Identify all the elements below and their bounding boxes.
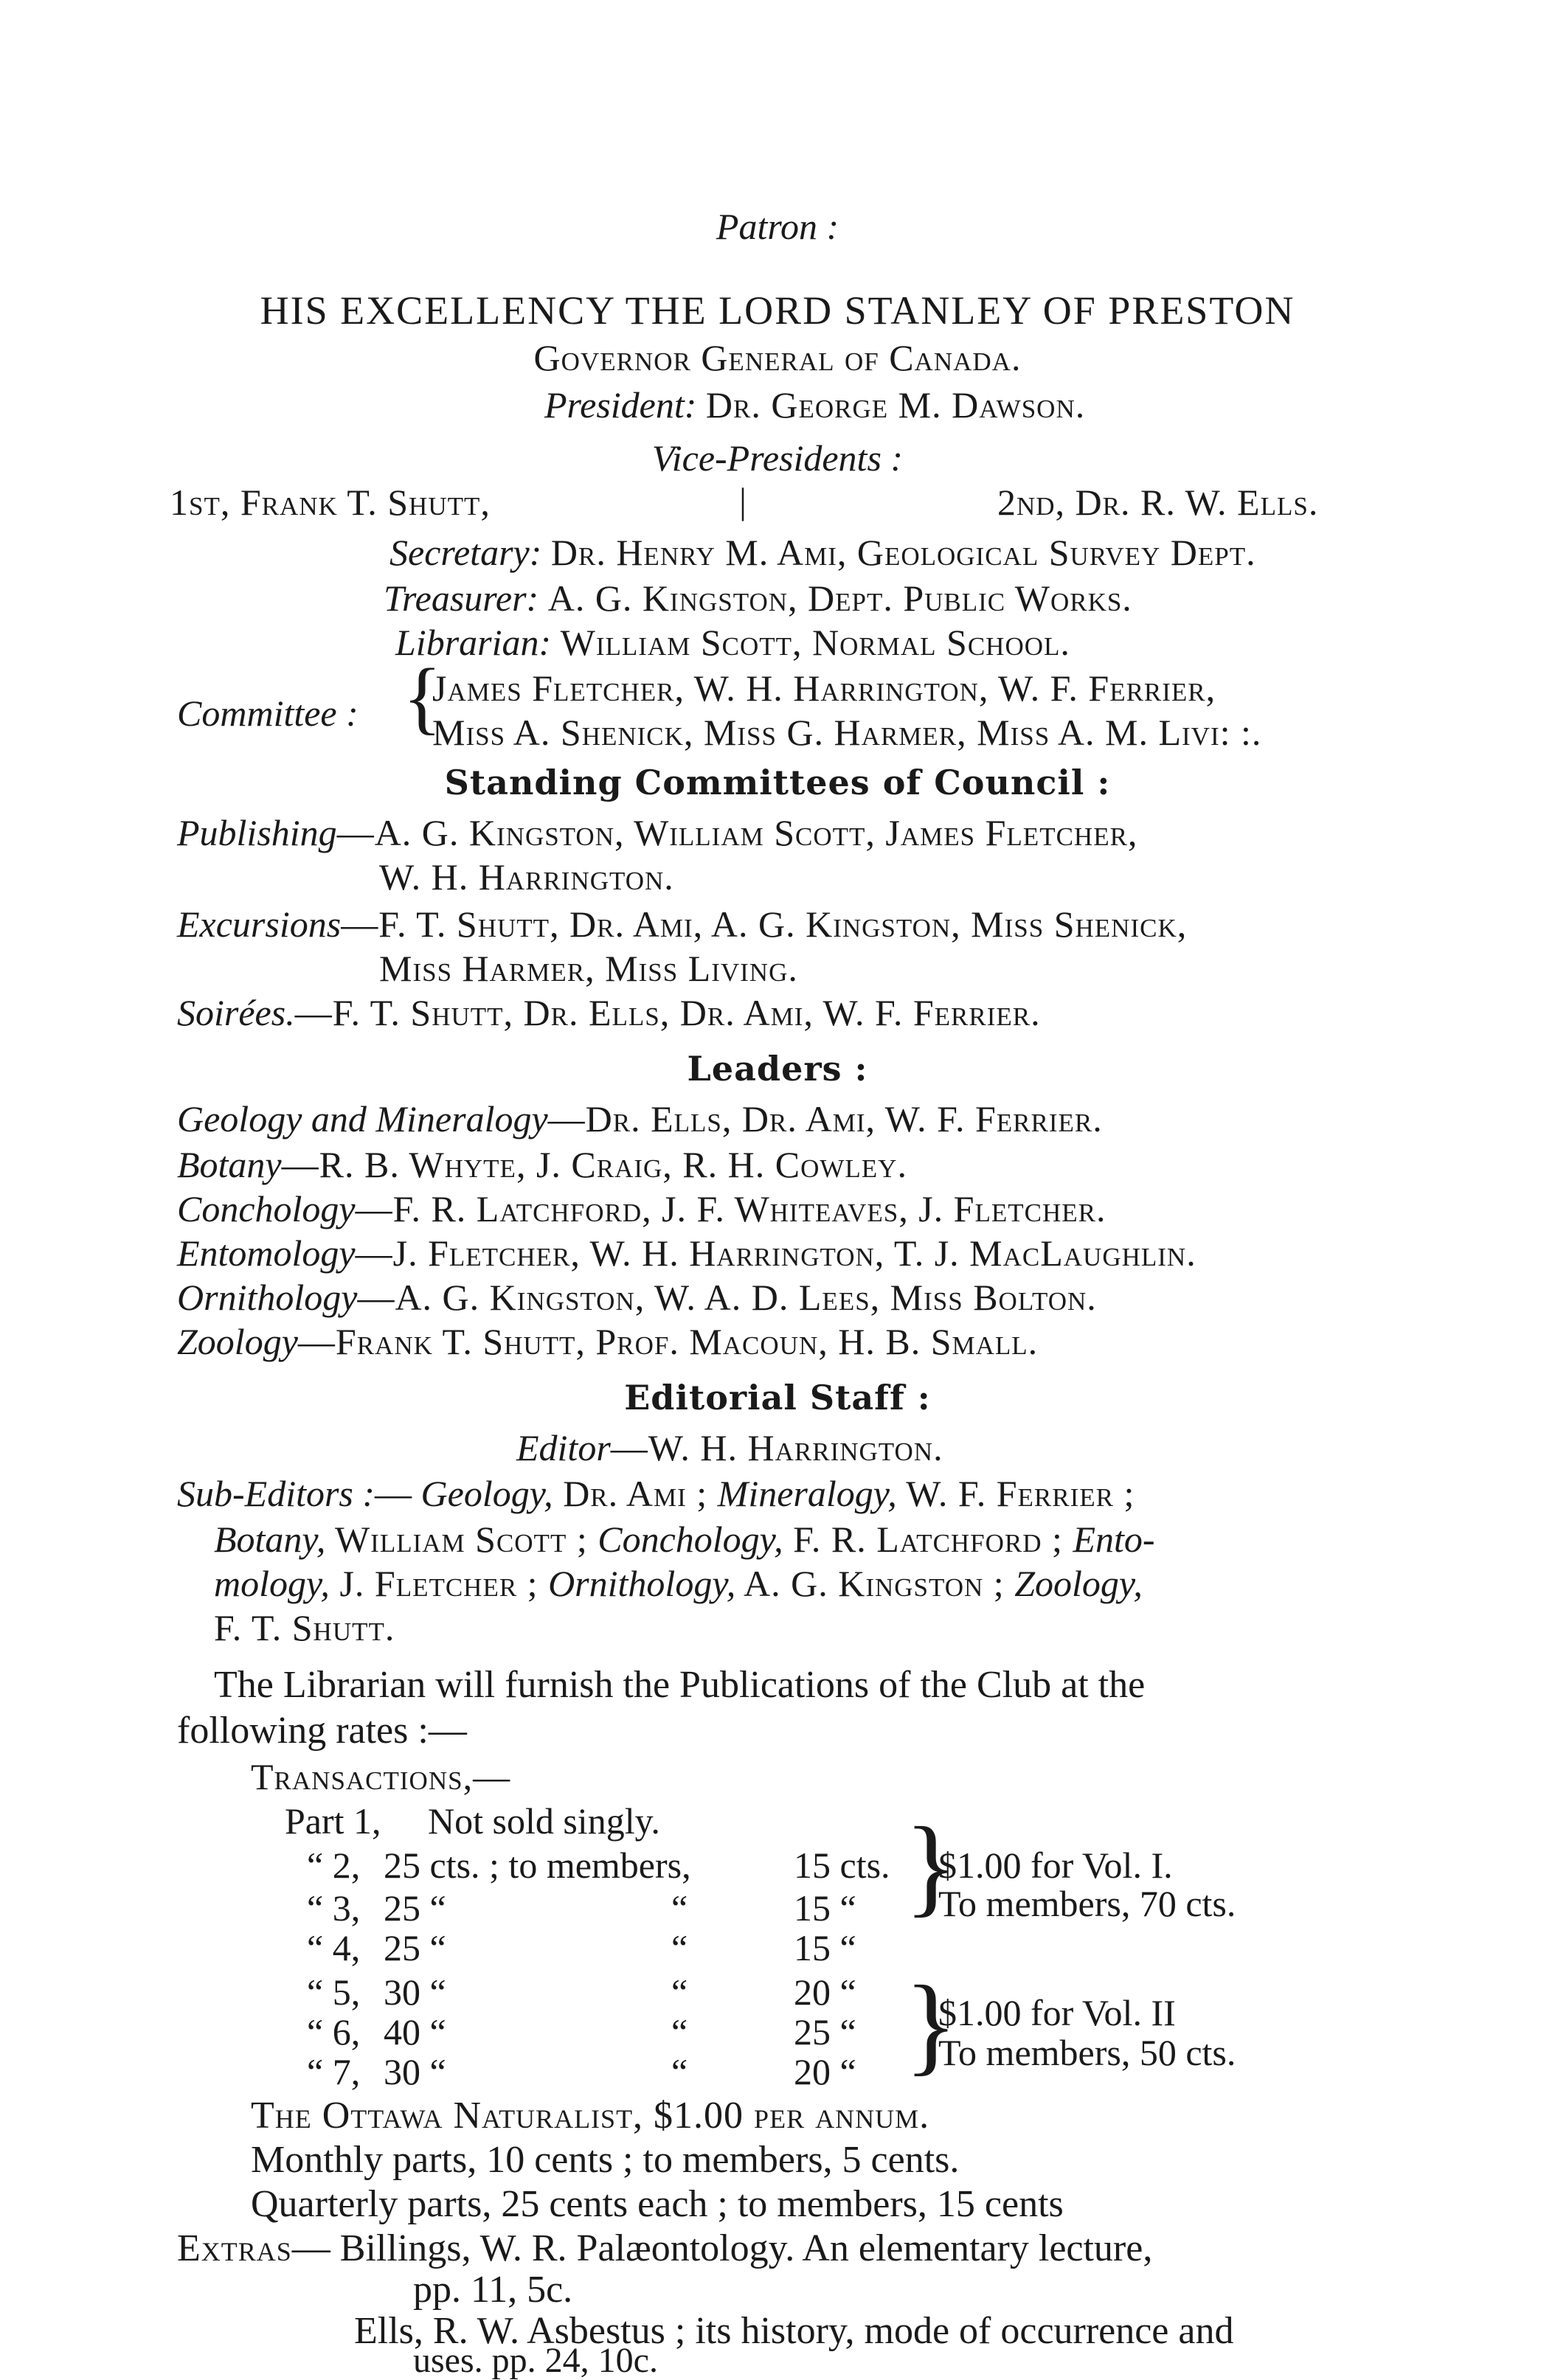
row-5-part: “ 5, (307, 1971, 361, 2013)
excursions-label: Excursions (177, 903, 342, 945)
excursions-line-1 (177, 903, 1187, 946)
leader-botany-label: Botany (177, 1144, 282, 1185)
row-1-price: Not sold singly. (428, 1800, 660, 1842)
leader-zoology-names: —Frank T. Shutt, Prof. Macoun, H. B. Small. (297, 1321, 1039, 1362)
librarian-name: William Scott, Normal School. (560, 622, 1070, 663)
publishing-members: —A. G. Kingston, William Scott, James Fletcher, (336, 812, 1138, 853)
patron-name: HIS EXCELLENCY THE LORD STANLEY OF PRESTON (260, 288, 1295, 333)
committee-label: Committee : (177, 693, 359, 734)
row-6-price: 40 “ (384, 2011, 446, 2053)
soirees-members: —F. T. Shutt, Dr. Ells, Dr. Ami, W. F. Ferrier. (294, 992, 1041, 1033)
soirees-line (177, 991, 1041, 1034)
president-name: Dr. George M. Dawson. (705, 384, 1086, 426)
row-7-member: “ (671, 2051, 688, 2092)
extras-billings: — Billings, W. R. Palæontology. An elementary lecture, (291, 2227, 1153, 2269)
vol1-brace: } (904, 1805, 957, 1927)
publishing-line-2: W. H. Harrington. (379, 856, 674, 898)
committee-line-1: James Fletcher, W. H. Harrington, W. F. Ferrier, (432, 667, 1216, 709)
sub-mineralogy-name: W. F. Ferrier ; (896, 1473, 1135, 1514)
sub-zoology-label: Zoology, (1014, 1563, 1143, 1604)
leaders-heading: Leaders : (687, 1049, 868, 1089)
secretary-name: Dr. Henry M. Ami, Geological Survey Dept. (550, 532, 1256, 573)
row-4-part: “ 4, (307, 1927, 361, 1968)
president-label: President: (544, 384, 697, 426)
ottawa-naturalist-line: The Ottawa Naturalist, $1.00 per annum. (251, 2095, 930, 2137)
row-1-part: Part 1, (285, 1800, 381, 1842)
quarterly-parts-line: Quarterly parts, 25 cents each ; to members, 15 cents (251, 2183, 1064, 2225)
vol2-member-price: To members, 50 cts. (938, 2032, 1236, 2073)
monthly-parts-line: Monthly parts, 10 cents ; to members, 5 cents. (251, 2139, 960, 2181)
leader-geology-names: —Dr. Ells, Dr. Ami, W. F. Ferrier. (547, 1098, 1103, 1139)
sub-ornithology-name: A. G. Kingston ; (735, 1563, 1015, 1604)
editor-line (516, 1426, 943, 1469)
row-6-member-price: 25 “ (794, 2011, 856, 2053)
row-2-price: 25 cts. ; to members, (384, 1845, 691, 1886)
publishing-label: Publishing (177, 812, 337, 853)
vice-presidents-label: Vice-Presidents : (651, 437, 904, 479)
editorial-heading: Editorial Staff : (624, 1378, 931, 1418)
row-7-part: “ 7, (307, 2051, 361, 2092)
extras-line-1 (177, 2227, 1152, 2270)
sub-editors-line-3 (214, 1562, 1143, 1605)
patron-label: Patron : (716, 206, 839, 247)
publications-intro-2: following rates :— (177, 1710, 467, 1752)
leader-ornithology-label: Ornithology (177, 1277, 358, 1318)
excursions-line-2: Miss Harmer, Miss Living. (379, 948, 798, 989)
publications-intro-1: The Librarian will furnish the Publications of the Club at the (214, 1664, 1146, 1706)
row-3-member-price: 15 “ (794, 1887, 856, 1929)
sub-botany-label: Botany, (214, 1519, 326, 1560)
leader-conchology-names: —F. R. Latchford, J. F. Whiteaves, J. Fletcher. (355, 1188, 1106, 1229)
sub-conchology-label: Conchology, (598, 1519, 783, 1560)
row-7-member-price: 20 “ (794, 2051, 856, 2092)
sub-geology-label: Geology, (420, 1473, 553, 1514)
soirees-label: Soirées. (177, 992, 295, 1033)
leader-entomology-label: Entomology (177, 1232, 356, 1274)
row-3-price: 25 “ (384, 1887, 446, 1929)
sub-botany-name: William Scott ; (325, 1519, 598, 1560)
ells-line-1: Ells, R. W. Asbestus ; its history, mode of occurrence and (354, 2310, 1234, 2352)
sub-conchology-name: F. R. Latchford ; (783, 1519, 1073, 1560)
leader-ornithology (177, 1276, 1097, 1319)
patron-title: Governor General of Canada. (533, 337, 1022, 378)
leader-geology-label: Geology and Mineralogy (177, 1098, 548, 1139)
secretary-line (389, 531, 1256, 574)
leader-conchology-label: Conchology (177, 1188, 356, 1229)
ells-line-2: uses. pp. 24, 10c. (413, 2341, 658, 2380)
leader-conchology (177, 1187, 1106, 1230)
sub-editors-line-1 (177, 1472, 1135, 1515)
excursions-members: —F. T. Shutt, Dr. Ami, A. G. Kingston, Miss Shenick, (341, 903, 1188, 945)
secretary-label: Secretary: (389, 532, 542, 573)
row-5-member: “ (671, 1971, 688, 2013)
librarian-line (395, 621, 1070, 664)
row-2-member-price: 15 cts. (794, 1845, 890, 1886)
row-5-member-price: 20 “ (794, 1971, 856, 2013)
librarian-label: Librarian: (395, 622, 552, 663)
row-6-member: “ (671, 2011, 688, 2053)
extras-line-2: pp. 11, 5c. (413, 2269, 573, 2311)
sub-editors-dash: — (375, 1473, 421, 1514)
publishing-line-1 (177, 811, 1137, 854)
row-4-member: “ (671, 1927, 688, 1968)
sub-entomology-label-a: Ento- (1073, 1519, 1155, 1560)
committee-line-2: Miss A. Shenick, Miss G. Harmer, Miss A. M. Livi: :. (432, 712, 1262, 753)
leader-botany (177, 1143, 907, 1186)
president-line (544, 384, 1085, 426)
treasurer-label: Treasurer: (384, 577, 539, 619)
leader-botany-names: —R. B. Whyte, J. Craig, R. H. Cowley. (281, 1144, 907, 1185)
sub-editors-line-2 (214, 1518, 1155, 1561)
sub-geology-name: Dr. Ami ; (553, 1473, 718, 1514)
sub-entomology-name: J. Fletcher ; (329, 1563, 549, 1604)
row-6-part: “ 6, (307, 2011, 361, 2053)
leader-geology (177, 1097, 1103, 1140)
editor-label: Editor (516, 1427, 611, 1468)
row-3-part: “ 3, (307, 1887, 361, 1929)
extras-label: Extras (177, 2227, 292, 2269)
vol2-brace: } (904, 1963, 957, 2086)
vice-president-first: 1st, Frank T. Shutt, (170, 482, 491, 523)
vol2-price: $1.00 for Vol. II (938, 1992, 1176, 2033)
row-5-price: 30 “ (384, 1971, 446, 2013)
leader-zoology (177, 1320, 1038, 1363)
sub-ornithology-label: Ornithology, (548, 1563, 736, 1604)
treasurer-line (384, 577, 1132, 620)
vol1-price: $1.00 for Vol. I. (938, 1845, 1173, 1886)
sub-entomology-label-b: mology, (214, 1563, 330, 1604)
treasurer-name: A. G. Kingston, Dept. Public Works. (547, 577, 1132, 619)
row-4-price: 25 “ (384, 1927, 446, 1968)
committee-brace: { (403, 652, 442, 742)
leader-entomology (177, 1232, 1196, 1274)
sub-zoology-name: F. T. Shutt. (214, 1607, 395, 1648)
editor-name: —W. H. Harrington. (610, 1427, 943, 1468)
standing-committees-heading: Standing Committees of Council : (444, 763, 1111, 802)
row-4-member-price: 15 “ (794, 1927, 856, 1968)
leader-entomology-names: —J. Fletcher, W. H. Harrington, T. J. MacLaughlin. (355, 1232, 1196, 1274)
transactions-label: Transactions,— (251, 1756, 511, 1797)
vice-president-second: 2nd, Dr. R. W. Ells. (997, 482, 1319, 523)
vice-president-separator: | (739, 480, 747, 521)
row-7-price: 30 “ (384, 2051, 446, 2092)
sub-editors-label: Sub-Editors : (177, 1473, 375, 1514)
vol1-member-price: To members, 70 cts. (938, 1883, 1236, 1924)
leader-ornithology-names: —A. G. Kingston, W. A. D. Lees, Miss Bolton. (357, 1277, 1097, 1318)
leader-zoology-label: Zoology (177, 1321, 298, 1362)
row-2-part: “ 2, (307, 1845, 361, 1886)
sub-mineralogy-label: Mineralogy, (717, 1473, 897, 1514)
row-3-member: “ (671, 1887, 688, 1929)
